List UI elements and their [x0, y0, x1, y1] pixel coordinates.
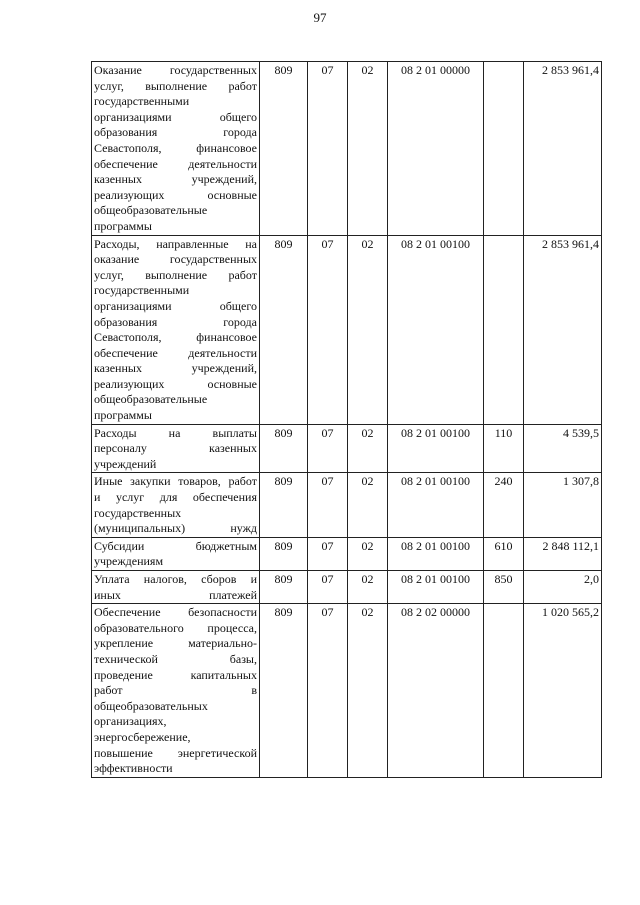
- expense-name-line: Субсидии бюджетным: [94, 538, 257, 553]
- expense-name-line: Севастополя, финансовое: [94, 140, 257, 155]
- section-code-cell: 07: [308, 424, 348, 473]
- table-row: [92, 473, 602, 537]
- section-code-cell: 07: [308, 235, 348, 424]
- expense-type-cell: [484, 604, 524, 778]
- expense-name-line: Севастополя, финансовое: [94, 330, 257, 345]
- ministry-code-cell: 809: [260, 604, 308, 778]
- page-number: 97: [313, 10, 327, 25]
- expense-name-line: обеспечение деятельности: [94, 345, 257, 360]
- expense-name-line: Расходы на выплаты: [94, 425, 257, 440]
- expense-type-cell: [484, 235, 524, 424]
- table-row: [92, 235, 602, 424]
- expense-name-line: реализующих основные: [94, 187, 257, 202]
- expense-name-line: Иные закупки товаров, работ: [94, 474, 257, 489]
- expense-name-line: организациями общего: [94, 298, 257, 313]
- expense-name-line: реализующих основные: [94, 376, 257, 391]
- target-article-cell: 08 2 01 00100: [388, 571, 484, 604]
- expense-name-line: государственных: [94, 505, 182, 520]
- expense-type-cell: [484, 62, 524, 236]
- expense-name-line: и услуг для обеспечения: [94, 490, 257, 505]
- expense-name-line: образовательного процесса,: [94, 620, 257, 635]
- expense-name-line: учреждениям: [94, 554, 164, 569]
- expense-name-line: персоналу казенных: [94, 441, 257, 456]
- expense-name-line: казенных учреждений,: [94, 361, 257, 376]
- subsection-code-cell: 02: [348, 473, 388, 537]
- expense-name-cell: [92, 604, 260, 778]
- subsection-code-cell: 02: [348, 604, 388, 778]
- ministry-code-cell: 809: [260, 62, 308, 236]
- target-article-cell: 08 2 01 00100: [388, 537, 484, 570]
- target-article-cell: 08 2 02 00000: [388, 604, 484, 778]
- ministry-code-cell: 809: [260, 537, 308, 570]
- expense-name-cell: [92, 473, 260, 537]
- expense-name-line: организациями общего: [94, 109, 257, 124]
- amount-cell: 2 853 961,4: [524, 235, 602, 424]
- subsection-code-cell: 02: [348, 62, 388, 236]
- amount-cell: 1 020 565,2: [524, 604, 602, 778]
- section-code-cell: 07: [308, 62, 348, 236]
- table-row: [92, 537, 602, 570]
- table-row: [92, 424, 602, 473]
- expense-name-line: Оказание государственных: [94, 63, 257, 77]
- section-code-cell: 07: [308, 473, 348, 537]
- expense-name-line: работ в: [94, 683, 257, 698]
- section-code-cell: 07: [308, 537, 348, 570]
- expense-name-line: эффективности: [94, 761, 173, 776]
- expense-name-line: (муниципальных) нужд: [94, 521, 257, 536]
- expense-name-line: казенных учреждений,: [94, 172, 257, 187]
- ministry-code-cell: 809: [260, 571, 308, 604]
- expense-name-cell: [92, 571, 260, 604]
- section-code-cell: 07: [308, 571, 348, 604]
- target-article-cell: 08 2 01 00100: [388, 235, 484, 424]
- expense-name-line: укрепление материально-: [94, 636, 257, 651]
- expense-name-cell: [92, 235, 260, 424]
- expense-name-line: услуг, выполнение работ: [94, 78, 257, 93]
- target-article-cell: 08 2 01 00100: [388, 473, 484, 537]
- expense-type-cell: 110: [484, 424, 524, 473]
- target-article-cell: 08 2 01 00000: [388, 62, 484, 236]
- expense-name-line: общеобразовательных: [94, 698, 208, 713]
- expense-name-line: Расходы, направленные на: [94, 236, 257, 251]
- expense-name-line: энергосбережение,: [94, 729, 191, 744]
- expense-name-cell: [92, 424, 260, 473]
- amount-cell: 2,0: [524, 571, 602, 604]
- amount-cell: 1 307,8: [524, 473, 602, 537]
- expense-type-cell: 850: [484, 571, 524, 604]
- expense-type-cell: 240: [484, 473, 524, 537]
- expense-name-line: проведение капитальных: [94, 667, 257, 682]
- expense-name-line: Уплата налогов, сборов и: [94, 572, 257, 586]
- expense-name-line: организациях,: [94, 714, 167, 729]
- subsection-code-cell: 02: [348, 424, 388, 473]
- expense-name-line: общеобразовательные: [94, 392, 208, 407]
- expense-name-cell: [92, 62, 260, 236]
- expense-name-line: иных платежей: [94, 587, 257, 602]
- expense-name-line: государственными: [94, 283, 190, 298]
- ministry-code-cell: 809: [260, 235, 308, 424]
- amount-cell: 2 853 961,4: [524, 62, 602, 236]
- expense-name-line: обеспечение деятельности: [94, 156, 257, 171]
- expense-name-line: общеобразовательные: [94, 203, 208, 218]
- expense-name-line: государственными: [94, 94, 190, 109]
- ministry-code-cell: 809: [260, 473, 308, 537]
- subsection-code-cell: 02: [348, 571, 388, 604]
- budget-table: [91, 61, 602, 778]
- subsection-code-cell: 02: [348, 537, 388, 570]
- expense-name-line: программы: [94, 218, 152, 233]
- table-row: [92, 62, 602, 236]
- table-row: [92, 571, 602, 604]
- expense-type-cell: 610: [484, 537, 524, 570]
- expense-name-cell: [92, 537, 260, 570]
- expense-name-line: оказание государственных: [94, 252, 257, 267]
- expense-name-line: образования города: [94, 125, 257, 140]
- section-code-cell: 07: [308, 604, 348, 778]
- expense-name-line: повышение энергетической: [94, 745, 257, 760]
- table-row: [92, 604, 602, 778]
- amount-cell: 4 539,5: [524, 424, 602, 473]
- expense-name-line: технической базы,: [94, 651, 257, 666]
- expense-name-line: Обеспечение безопасности: [94, 605, 257, 620]
- expense-name-line: услуг, выполнение работ: [94, 267, 257, 282]
- target-article-cell: 08 2 01 00100: [388, 424, 484, 473]
- expense-name-line: образования города: [94, 314, 257, 329]
- amount-cell: 2 848 112,1: [524, 537, 602, 570]
- subsection-code-cell: 02: [348, 235, 388, 424]
- expense-name-line: учреждений: [94, 456, 157, 471]
- ministry-code-cell: 809: [260, 424, 308, 473]
- expense-name-line: программы: [94, 408, 152, 423]
